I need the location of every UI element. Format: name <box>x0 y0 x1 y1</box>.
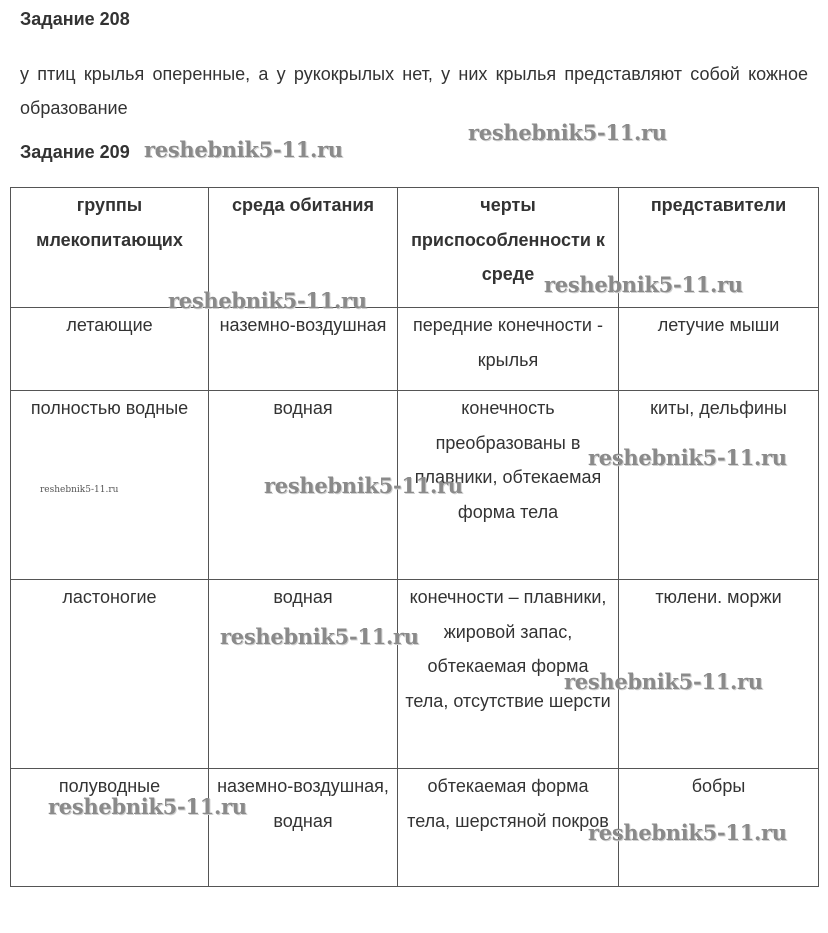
cell-adaptations: обтекаемая форма тела, шерстяной покров <box>398 769 619 887</box>
watermark: reshebnik5-11.ru <box>220 624 419 649</box>
cell-group: летающие <box>11 308 209 391</box>
cell-representatives: летучие мыши <box>619 308 819 391</box>
cell-adaptations: конечности – плавники, жировой запас, обтекаемая форма тела, отсутствие шерсти <box>398 580 619 769</box>
watermark: reshebnik5-11.ru <box>468 120 667 145</box>
watermark: reshebnik5-11.ru <box>544 272 743 297</box>
table-row <box>11 391 819 580</box>
cell-group: полуводные <box>11 769 209 887</box>
cell-habitat: водная <box>209 580 398 769</box>
cell-representatives: тюлени. моржи <box>619 580 819 769</box>
watermark: reshebnik5-11.ru <box>588 445 787 470</box>
watermark: reshebnik5-11.ru <box>264 473 463 498</box>
task-208-heading: Задание 208 <box>20 9 130 29</box>
table-row <box>11 769 819 887</box>
cell-habitat: наземно-воздушная, водная <box>209 769 398 887</box>
cell-adaptations: конечность преобразованы в плавники, обтекаемая форма тела <box>398 391 619 580</box>
header-cell-habitat: среда обитания <box>209 188 398 308</box>
cell-habitat: водная <box>209 391 398 580</box>
header-cell-adaptations: черты приспособленности к среде <box>398 188 619 308</box>
table-row <box>11 308 819 391</box>
table-row <box>11 580 819 769</box>
cell-habitat: наземно-воздушная <box>209 308 398 391</box>
cell-adaptations: передние конечности - крылья <box>398 308 619 391</box>
cell-group: ластоногие <box>11 580 209 769</box>
task-208-answer-text: у птиц крылья оперенные, а у рукокрылых нет, у них крылья представляют собой кожное образование <box>20 64 808 118</box>
header-cell-representatives: представители <box>619 188 819 308</box>
watermark: reshebnik5-11.ru <box>40 485 119 495</box>
task-209-heading: Задание 209 <box>20 142 130 162</box>
watermark: reshebnik5-11.ru <box>168 288 367 313</box>
watermark: reshebnik5-11.ru <box>588 820 787 845</box>
cell-group: полностью водные <box>11 391 209 580</box>
table-header-row <box>11 188 819 308</box>
cell-representatives: бобры <box>619 769 819 887</box>
header-cell-groups: группы млекопитающих <box>11 188 209 308</box>
mammal-groups-table <box>10 187 819 887</box>
cell-representatives: киты, дельфины <box>619 391 819 580</box>
watermark: reshebnik5-11.ru <box>564 669 763 694</box>
watermark: reshebnik5-11.ru <box>144 137 343 162</box>
watermark: reshebnik5-11.ru <box>48 794 247 819</box>
